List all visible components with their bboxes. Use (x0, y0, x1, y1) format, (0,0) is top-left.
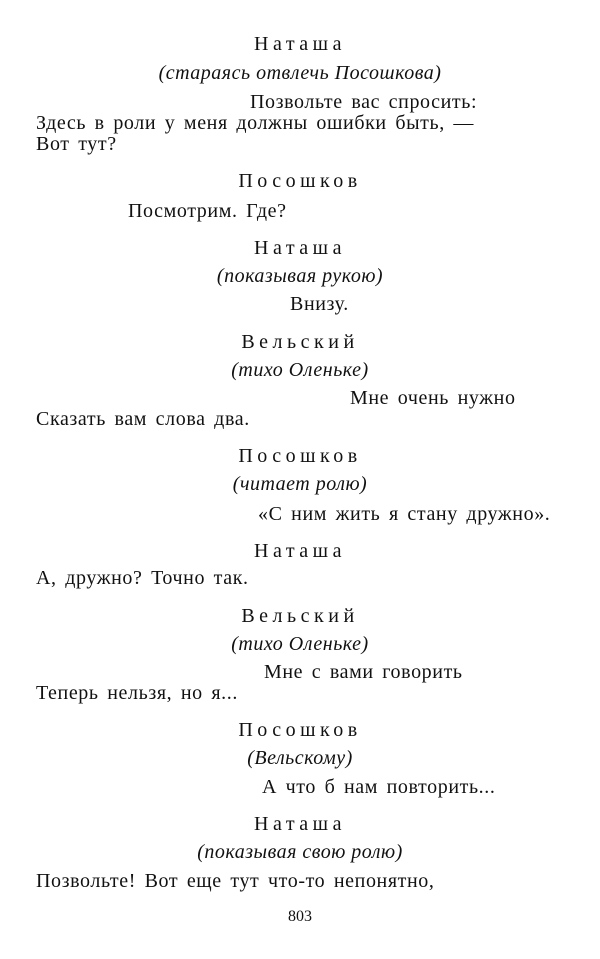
verse-line: А что б нам повторить... (262, 776, 496, 798)
verse-line: Внизу. (290, 293, 349, 315)
stage-direction: (стараясь отвлечь Посошкова) (158, 62, 442, 84)
stage-direction: (тихо Оленьке) (231, 633, 369, 655)
verse-line: Позвольте вас спросить: (250, 91, 478, 113)
verse-line: «С ним жить я стану дружно». (258, 503, 551, 525)
speaker-name: Посошков (238, 719, 362, 741)
verse-line: Мне очень нужно (350, 387, 516, 409)
verse-line: А, дружно? Точно так. (36, 567, 249, 589)
speaker-name: Наташа (254, 237, 346, 259)
speaker-name: Наташа (254, 813, 346, 835)
speaker-name: Вельский (241, 331, 359, 353)
verse-line: Сказать вам слова два. (36, 408, 250, 430)
verse-line: Теперь нельзя, но я... (36, 682, 238, 704)
speaker-name: Наташа (254, 33, 346, 55)
verse-line: Посмотрим. Где? (128, 200, 287, 222)
verse-line: Мне с вами говорить (264, 661, 463, 683)
verse-line: Позвольте! Вот еще тут что-то непонятно, (36, 870, 435, 892)
verse-line: Здесь в роли у меня должны ошибки быть, — (36, 112, 474, 134)
speaker-name: Наташа (254, 540, 346, 562)
speaker-name: Посошков (238, 170, 362, 192)
stage-direction: (читает ролю) (232, 473, 368, 495)
stage-direction: (показывая свою ролю) (197, 841, 403, 863)
stage-direction: (тихо Оленьке) (231, 359, 369, 381)
speaker-name: Вельский (241, 605, 359, 627)
stage-direction: (показывая рукою) (216, 265, 384, 287)
stage-direction: (Вельскому) (247, 747, 353, 769)
speaker-name: Посошков (238, 445, 362, 467)
page-number: 803 (288, 908, 312, 925)
verse-line: Вот тут? (36, 133, 117, 155)
